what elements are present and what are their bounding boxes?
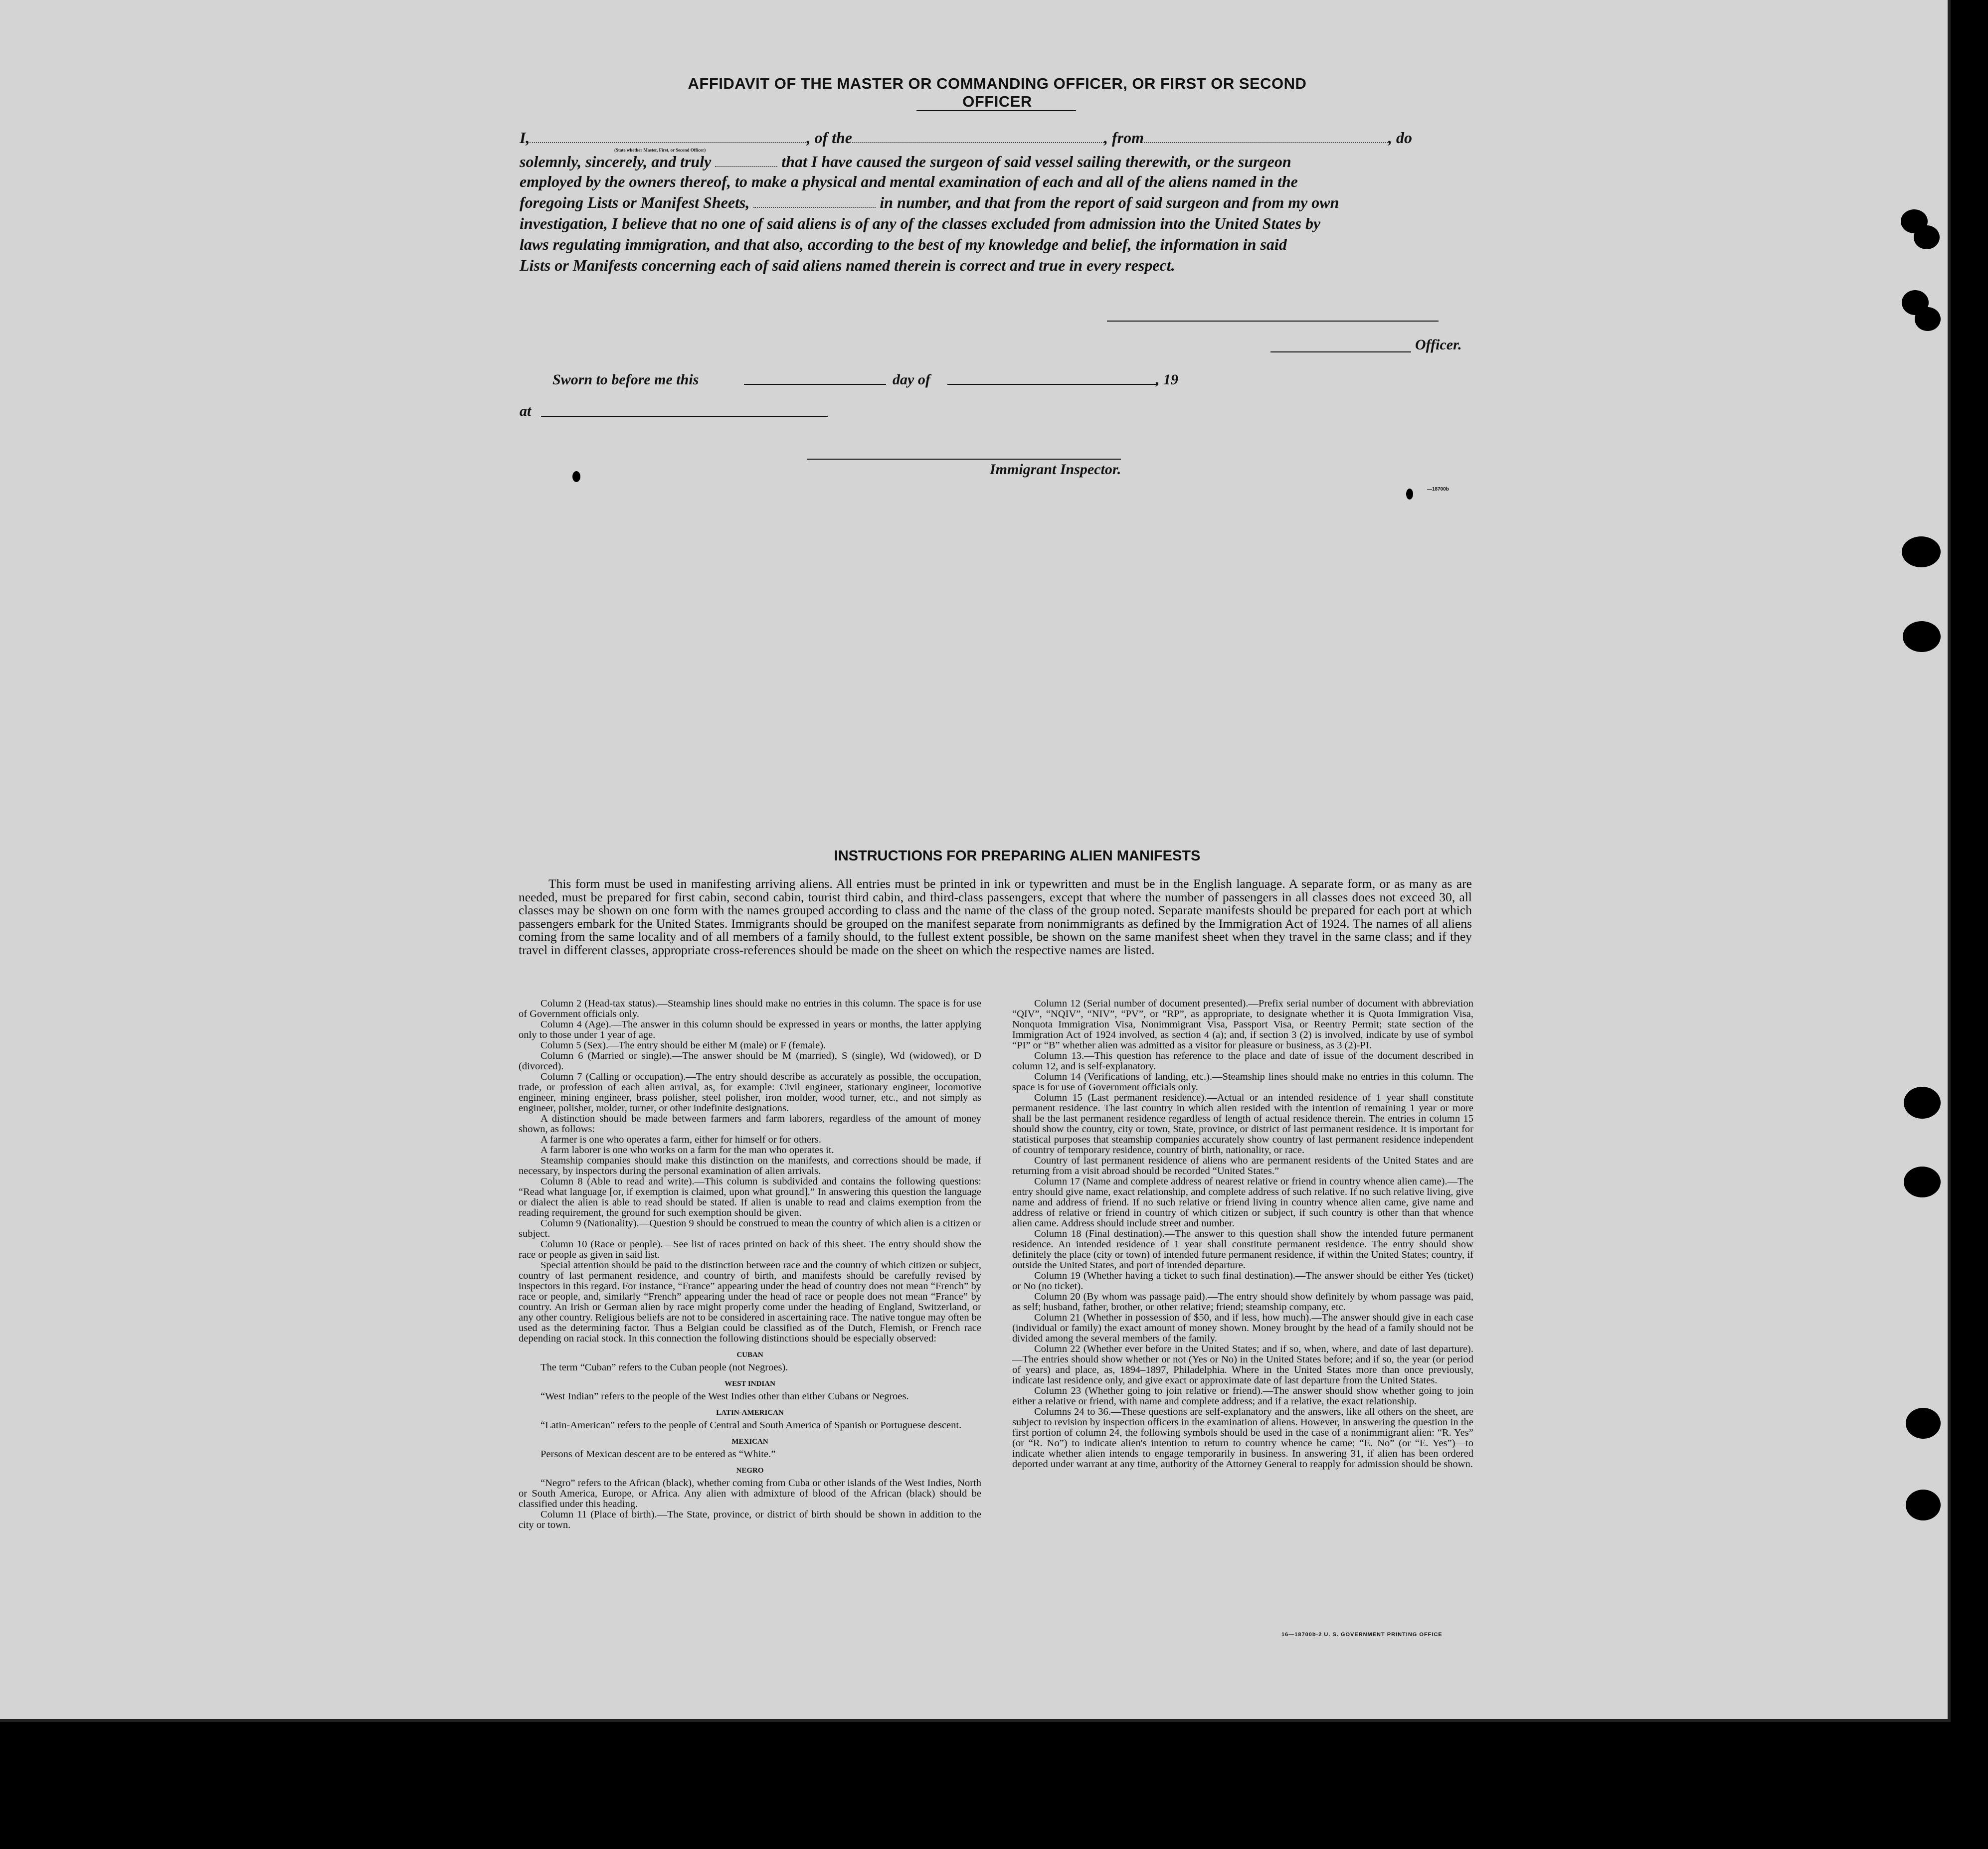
affidavit-line-4 bbox=[520, 193, 1339, 212]
right-paragraph: Column 17 (Name and complete address of nearest relative or friend in country whence alien came).—The entry should give name, exact relationship, and complete address of such relative. If no such relative living, give name and address of friend. If no such relative or friend living in country whence alien came, give name and address of relative or friend in country of which citizen or subject, if such country is other than that whence alien came. Address should include street and number. bbox=[1012, 1176, 1473, 1229]
form-stamp-code: —18700b bbox=[1427, 487, 1449, 492]
west-indian-heading: WEST INDIAN bbox=[724, 1380, 775, 1388]
day-of-label: day of bbox=[893, 371, 930, 388]
affidavit-line-5: investigation, I believe that no one of said aliens is of any of the classes excluded from admission into the United States by bbox=[520, 214, 1321, 232]
affidavit-from: , from bbox=[1104, 129, 1144, 147]
left-paragraph: Column 5 (Sex).—The entry should be either M (male) or F (female). bbox=[541, 1040, 826, 1051]
mexican-text: Persons of Mexican descent are to be entered as “White.” bbox=[541, 1449, 776, 1460]
affidavit-line-7: Lists or Manifests concerning each of said aliens named therein is correct and true in every respect. bbox=[520, 256, 1175, 274]
ink-blot bbox=[1406, 489, 1413, 500]
inspector-label: Immigrant Inspector. bbox=[990, 461, 1121, 478]
affidavit-title: AFFIDAVIT OF THE MASTER OR COMMANDING OFFICER, OR FIRST OR SECOND OFFICER bbox=[688, 75, 1307, 110]
state-note: (State whether Master, First, or Second Officer) bbox=[614, 148, 706, 153]
at-label: at bbox=[520, 403, 532, 419]
left-paragraph: Special attention should be paid to the distinction between race and the country of which citizen or subject, country of last permanent residence, and country of birth, and manifests should be carefully revised by inspectors in this regard. For instance, “France” appearing under the head of country does not mean “French” by race or people, and, similarly “French” appearing under the head of race or people does not mean “France” by country. An Irish or German alien by race might properly come under the heading of England, Switzerland, or any other country. Religious beliefs are not to be considered in ascertaining race. The native tongue may often be used as the determining factor. Thus a Belgian could be classified as of the Dutch, Flemish, or French race depending on racial stock. In this connection the following distinctions should be especially observed: bbox=[519, 1260, 981, 1344]
affidavit-line-2 bbox=[520, 153, 1291, 171]
left-paragraph: Column 2 (Head-tax status).—Steamship lines should make no entries in this column. The space is for use of Government officials only. bbox=[519, 998, 981, 1019]
instructions-right-column bbox=[1012, 999, 1473, 1470]
left-paragraph: Column 9 (Nationality).—Question 9 should be construed to mean the country of which alien is a citizen or subject. bbox=[519, 1218, 981, 1239]
column-11-text: Column 11 (Place of birth).—The State, province, or district of birth should be shown in addition to the city or town. bbox=[519, 1509, 981, 1530]
at-place-line[interactable] bbox=[541, 416, 828, 417]
punch-hole bbox=[1902, 536, 1941, 567]
affidavit-i: I, bbox=[520, 129, 530, 147]
officer-label: Officer. bbox=[1415, 336, 1462, 353]
left-paragraph: A farm laborer is one who works on a farm for the man who operates it. bbox=[541, 1145, 834, 1156]
affidavit-surgeon-text: that I have caused the surgeon of said vessel sailing therewith, or the surgeon bbox=[781, 153, 1291, 170]
right-paragraph: Column 20 (By whom was passage paid).—The entry should show definitely by whom passage was paid, as self; husband, father, brother, or other relative; friend; steamship company, etc. bbox=[1012, 1291, 1473, 1313]
punch-hole bbox=[1906, 1408, 1941, 1439]
sworn-day-line[interactable] bbox=[744, 384, 886, 385]
punch-hole bbox=[1903, 621, 1941, 652]
negro-text: “Negro” refers to the African (black), whether coming from Cuba or other islands of the West Indies, North or South America, Europe, or Africa. Any alien with admixture of blood of the African (black) should be classified under this heading. bbox=[519, 1478, 981, 1510]
officer-signature-line[interactable] bbox=[1107, 321, 1439, 322]
west-indian-text: “West Indian” refers to the people of the West Indies other than either Cubans or Negroes. bbox=[541, 1391, 909, 1402]
cuban-heading: CUBAN bbox=[736, 1351, 763, 1359]
officer-rank-field[interactable] bbox=[530, 130, 806, 143]
affidavit-solemnly: solemnly, sincerely, and truly bbox=[520, 153, 712, 170]
ink-blot bbox=[572, 471, 580, 482]
left-paragraph: A distinction should be made between farmers and farm laborers, regardless of the amount of money shown, as follows: bbox=[519, 1113, 981, 1135]
punch-hole bbox=[1915, 307, 1941, 331]
right-paragraph: Column 21 (Whether in possession of $50, and if less, how much).—The answer should give in each case (individual or family) the exact amount of money shown. Money brought by the head of a family should not be divided among the several members of the family. bbox=[1012, 1312, 1473, 1344]
right-paragraph: Columns 24 to 36.—These questions are self-explanatory and the answers, like all others on the sheet, are subject to revision by inspection officers in the examination of aliens. However, in answering the question in the first portion of column 24, the following symbols should be used in the case of a nonimmigrant alien: “R. Yes” (or “R. No”) to indicate alien's intention to return to country whence he came; “E. No” (or “E. Yes”)—to indicate whether alien intends to engage temporarily in business. In answering 31, if alien has been ordered deported under warrant at any time, authority of the Attorney General to reapply for admission should be shown. bbox=[1012, 1406, 1473, 1470]
left-paragraph: A farmer is one who operates a farm, either for himself or for others. bbox=[541, 1134, 821, 1145]
left-paragraph: Column 6 (Married or single).—The answer should be M (married), S (single), Wd (widowed), or D (divorced). bbox=[519, 1050, 981, 1072]
year-label: , 19 bbox=[1156, 371, 1178, 388]
affidavit-of-the: , of the bbox=[806, 129, 852, 147]
instructions-title: INSTRUCTIONS FOR PREPARING ALIEN MANIFESTS bbox=[834, 848, 1201, 864]
left-paragraph: Column 7 (Calling or occupation).—The entry should describe as accurately as possible, the occupation, trade, or profession of each alien arrival, as, for example: Civil engineer, stationary engineer, locomotive engineer, mining engineer, brass polisher, steel polisher, iron molder, wood turner, etc., and not simply as engineer, polisher, molder, turner, or other indefinite designations. bbox=[519, 1071, 981, 1114]
right-paragraph: Column 15 (Last permanent residence).—Actual or an intended residence of 1 year shall constitute permanent residence. The last country in which alien resided with the intention of remaining 1 year or more shall be the last permanent residence regardless of length of actual residence therein. The entries in column 15 should show the country, city or town, State, province, or district of last permanent residence. It is important for statistical purposes that steamship companies accurately show country of last permanent residence independent of country of temporary residence, country of birth, nationality, or race. bbox=[1012, 1092, 1473, 1156]
right-paragraph: Column 18 (Final destination).—The answer to this question shall show the intended future permanent residence. An intended residence of 1 year shall constitute permanent residence. The entry should show definitely the place (city or town) of intended future permanent residence, if within the United States; country, if outside the United States, and port of intended departure. bbox=[1012, 1228, 1473, 1271]
affidavit-in-number: in number, and that from the report of said surgeon and from my own bbox=[880, 193, 1339, 211]
punch-hole bbox=[1904, 1087, 1941, 1119]
affidavit-foregoing: foregoing Lists or Manifest Sheets, bbox=[520, 193, 750, 211]
negro-heading: NEGRO bbox=[736, 1467, 764, 1475]
instructions-left-column bbox=[519, 999, 981, 1530]
inspector-signature-line[interactable] bbox=[807, 459, 1121, 460]
right-paragraph: Column 14 (Verifications of landing, etc.).—Steamship lines should make no entries in this column. The space is for use of Government officials only. bbox=[1012, 1071, 1473, 1093]
punch-hole bbox=[1904, 1167, 1941, 1197]
affidavit-line-3: employed by the owners thereof, to make a physical and mental examination of each and all of the aliens named in the bbox=[520, 172, 1298, 190]
latin-american-text: “Latin-American” refers to the people of Central and South America of Spanish or Portuguese descent. bbox=[541, 1420, 962, 1431]
right-paragraph: Column 12 (Serial number of document presented).—Prefix serial number of document with abbreviation “QIV”, “NQIV”, “NIV”, “PV”, or “RP”, as appropriate, to designate whether it is Quota Immigration Visa, Nonquota Immigration Visa, Nonimmigrant Visa, Passport Visa, or Reentry Permit; state section of the Immigration Act of 1924 involved, as section 4 (a); and, if section 3 (2) is involved, indicate by use of symbol “PI” or “B” whether alien was admitted as a visitor for pleasure or business, as 3 (2)-PI. bbox=[1012, 998, 1473, 1051]
left-paragraph: Steamship companies should make this distinction on the manifests, and corrections should be made, if necessary, by inspectors during the personal examination of alien arrivals. bbox=[519, 1155, 981, 1177]
right-paragraph: Column 19 (Whether having a ticket to such final destination).—The answer should be either Yes (ticket) or No (no ticket). bbox=[1012, 1270, 1473, 1292]
title-underline bbox=[916, 110, 1076, 111]
swear-field[interactable] bbox=[715, 154, 777, 167]
right-paragraph: Column 23 (Whether going to join relative or friend).—The answer should show whether going to join either a relative or friend, with name and complete address; and if a relative, the exact relationship. bbox=[1012, 1385, 1473, 1407]
sworn-month-line[interactable] bbox=[947, 384, 1157, 385]
right-paragraph: Column 13.—This question has reference to the place and date of issue of the document described in column 12, and is self-explanatory. bbox=[1012, 1050, 1473, 1072]
right-paragraph: Country of last permanent residence of aliens who are permanent residents of the United States and are returning from a visit abroad should be recorded “United States.” bbox=[1012, 1155, 1473, 1177]
left-paragraph: Column 4 (Age).—The answer in this column should be expressed in years or months, the latter applying only to those under 1 year of age. bbox=[519, 1019, 981, 1040]
sworn-label: Sworn to before me this bbox=[552, 371, 699, 388]
sheet-count-field[interactable] bbox=[753, 195, 876, 208]
instructions-intro: This form must be used in manifesting arriving aliens. All entries must be printed in ink or typewritten and must be in the English language. A separate form, or as many as are needed, must be prepared for first cabin, second cabin, tourist third cabin, and third-class passengers, except that where the number of passengers in all classes does not exceed 30, all classes may be shown on one form with the names grouped according to class and the name of the class of the group noted. Separate manifests should be prepared for each port at which passengers embark for the United States. Immigrants should be grouped on the manifest separate from nonimmigrants as defined by the Immigration Act of 1924. The names of all aliens coming from the same locality and of all members of a family should, to the fullest extent possible, be shown on the same manifest sheet when they travel in the same class; and if they travel in different classes, appropriate cross-references should be made on the sheet on which the respective names are listed. bbox=[519, 876, 1472, 957]
punch-hole bbox=[1914, 225, 1940, 249]
affidavit-do: , do bbox=[1388, 129, 1412, 147]
left-paragraph: Column 8 (Able to read and write).—This column is subdivided and contains the following questions: “Read what language [or, if exemption is claimed, upon what ground].” In answering this question the language or dialect the alien is able to read should be stated. If alien is unable to read and claims exemption from the reading requirement, the ground for such exemption should be given. bbox=[519, 1176, 981, 1218]
latin-american-heading: LATIN-AMERICAN bbox=[716, 1409, 784, 1417]
printing-office-footer: 16—18700b-2 U. S. GOVERNMENT PRINTING OFFICE bbox=[1281, 1632, 1443, 1638]
port-from-field[interactable] bbox=[1144, 130, 1388, 143]
affidavit-line-6: laws regulating immigration, and that also, according to the best of my knowledge and belief, the information in said bbox=[520, 235, 1287, 253]
right-paragraph: Column 22 (Whether ever before in the United States; and if so, when, where, and date of last departure).—The entries should show whether or not (Yes or No) in the United States before; and if so, the year (or period of years) and place, as, 1894–1897, Philadelphia. Where in the United States more than once previously, indicate last residence only, and give exact or approximate date of last departure from the United States. bbox=[1012, 1344, 1473, 1386]
left-paragraph: Column 10 (Race or people).—See list of races printed on back of this sheet. The entry should show the race or people as given in said list. bbox=[519, 1239, 981, 1260]
vessel-name-field[interactable] bbox=[852, 130, 1104, 143]
cuban-text: The term “Cuban” refers to the Cuban people (not Negroes). bbox=[541, 1362, 788, 1373]
punch-hole bbox=[1906, 1490, 1941, 1520]
mexican-heading: MEXICAN bbox=[731, 1438, 768, 1446]
affidavit-line-1 bbox=[520, 129, 1412, 147]
officer-name-line[interactable] bbox=[1270, 351, 1411, 352]
